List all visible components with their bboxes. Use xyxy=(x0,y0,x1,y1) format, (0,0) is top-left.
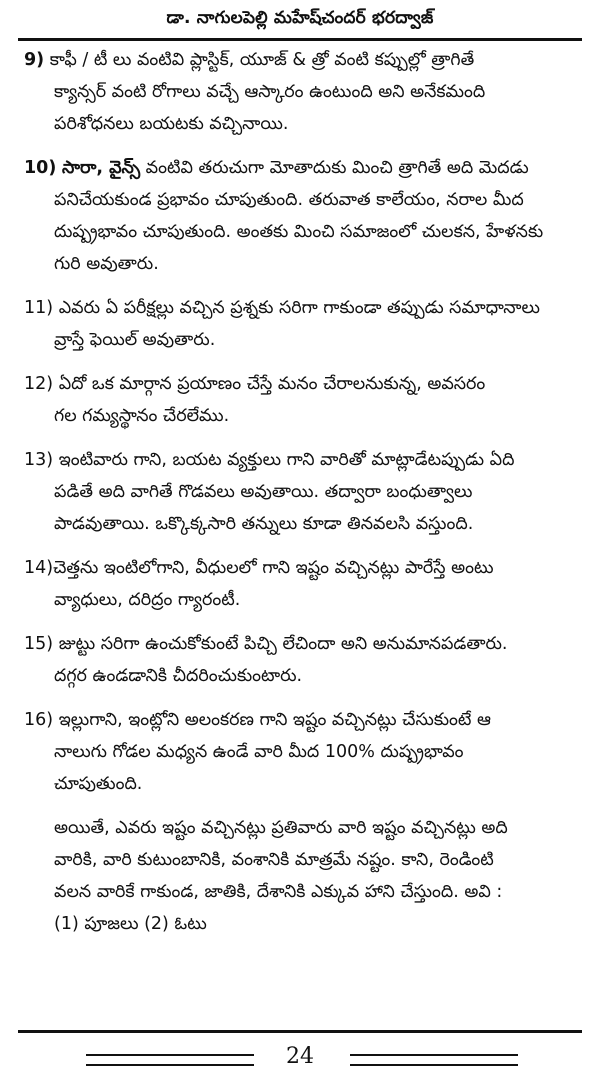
item-text: వ్యాధులు, దరిద్రం గ్యారంటీ. xyxy=(54,590,241,610)
page-footer xyxy=(0,1040,600,1080)
item-number: 10) xyxy=(24,158,57,178)
item-text: కాఫీ / టీ లు వంటివి ప్లాస్టిక్, యూజ్ & త్రో వంటి కప్పుల్లో త్రాగితే xyxy=(49,50,475,70)
item-text: చూపుతుంది. xyxy=(54,774,143,794)
item-text: పడితే అది వాగితే గొడవలు అవుతాయి. తద్వారా బంధుత్వాలు xyxy=(54,482,473,502)
item-text: పాడవుతాయి. ఒక్కొక్కసారి తన్నులు కూడా తినవలసి వస్తుంది. xyxy=(54,514,474,534)
item-number: 11) xyxy=(24,298,54,318)
item-text: వంటివి తరుచుగా మోతాదుకు మించి త్రాగితే అది మెదడు xyxy=(140,158,529,178)
item-number: 14) xyxy=(24,558,54,578)
list-item-15 xyxy=(24,628,580,692)
item-number: 16) xyxy=(24,710,54,730)
list-item-9 xyxy=(24,44,580,140)
item-text: నాలుగు గోడల మధ్యన ఉండే వారి మీద 100% దుష్ప్రభావం xyxy=(54,742,464,762)
item-number: 12) xyxy=(24,374,54,394)
paragraph-line: వలన వారికే గాకుండ, జాతికి, దేశానికి ఎక్కువ హాని చేస్తుంది. అవి : xyxy=(54,882,503,902)
item-number: 15) xyxy=(24,634,54,654)
item-text: ఇంటివారు గాని, బయట వ్యక్తులు గాని వారితో మాట్లాడేటప్పుడు ఏది xyxy=(58,450,515,470)
page-number: 24 xyxy=(286,1044,314,1069)
paragraph-line: (1) పూజలు (2) ఓటు xyxy=(54,914,207,934)
item-text: గురి అవుతారు. xyxy=(54,254,159,274)
item-text: పరిశోధనలు బయటకు వచ్చినాయి. xyxy=(54,114,289,134)
item-text: గల గమ్యస్థానం చేరలేము. xyxy=(54,406,230,426)
paragraph-line: వారికి, వారి కుటుంబానికి, వంశానికి మాత్రమే నష్టం. కాని, రెండింటి xyxy=(54,850,494,870)
item-text: దుష్ప్రభావం చూపుతుంది. అంతకు మించి సమాజంలో చులకన, హేళనకు xyxy=(54,222,544,242)
item-emphasis: సారా, వైన్స్ xyxy=(61,158,141,178)
paragraph-line: అయితే, ఎవరు ఇష్టం వచ్చినట్లు ప్రతివారు వారి ఇష్టం వచ్చినట్లు అది xyxy=(54,818,508,838)
item-text: జుట్టు సరిగా ఉంచుకోకుంటే పిచ్చి లేచిందా అని అనుమానపడతారు. xyxy=(58,634,508,654)
item-number: 9) xyxy=(24,50,45,70)
list-item-16 xyxy=(24,704,580,800)
list-item-13 xyxy=(24,444,580,540)
item-text: పనిచేయకుండ ప్రభావం చూపుతుంది. తరువాత కాలేయం, నరాల మీద xyxy=(54,190,524,210)
item-text: క్యాన్సర్ వంటి రోగాలు వచ్చే ఆస్కారం ఉంటుంది అని అనేకమంది xyxy=(54,82,486,102)
footer-ornament-right xyxy=(350,1054,518,1066)
closing-paragraph xyxy=(24,812,580,940)
item-text: వ్రాస్తే ఫెయిల్ అవుతారు. xyxy=(54,330,216,350)
item-number: 13) xyxy=(24,450,54,470)
list-item-12 xyxy=(24,368,580,432)
list-item-14 xyxy=(24,552,580,616)
list-item-11 xyxy=(24,292,580,356)
item-text: చెత్తను ఇంటిలోగాని, వీధులలో గాని ఇష్టం వచ్చినట్లు పారేస్తే అంటు xyxy=(53,558,494,578)
page-header: డా. నాగులపెల్లి మహేష్‌చందర్ భరద్వాజ్ xyxy=(166,8,434,28)
header-rule xyxy=(18,38,582,41)
item-text: దగ్గర ఉండడానికి చీదరించుకుంటారు. xyxy=(54,666,303,686)
footer-rule xyxy=(18,1030,582,1033)
list-item-10 xyxy=(24,152,580,280)
page-body xyxy=(24,44,580,940)
item-text: ఇల్లుగాని, ఇంట్లోని అలంకరణ గాని ఇష్టం వచ్చినట్లు చేసుకుంటే ఆ xyxy=(58,710,491,730)
item-text: ఎవరు ఏ పరీక్షల్లు వచ్చిన ప్రశ్నకు సరిగా గాకుండా తప్పుడు సమాధానాలు xyxy=(58,298,540,318)
item-text: ఏదో ఒక మార్గాన ప్రయాణం చేస్తే మనం చేరాలనుకున్న, అవసరం xyxy=(58,374,486,394)
